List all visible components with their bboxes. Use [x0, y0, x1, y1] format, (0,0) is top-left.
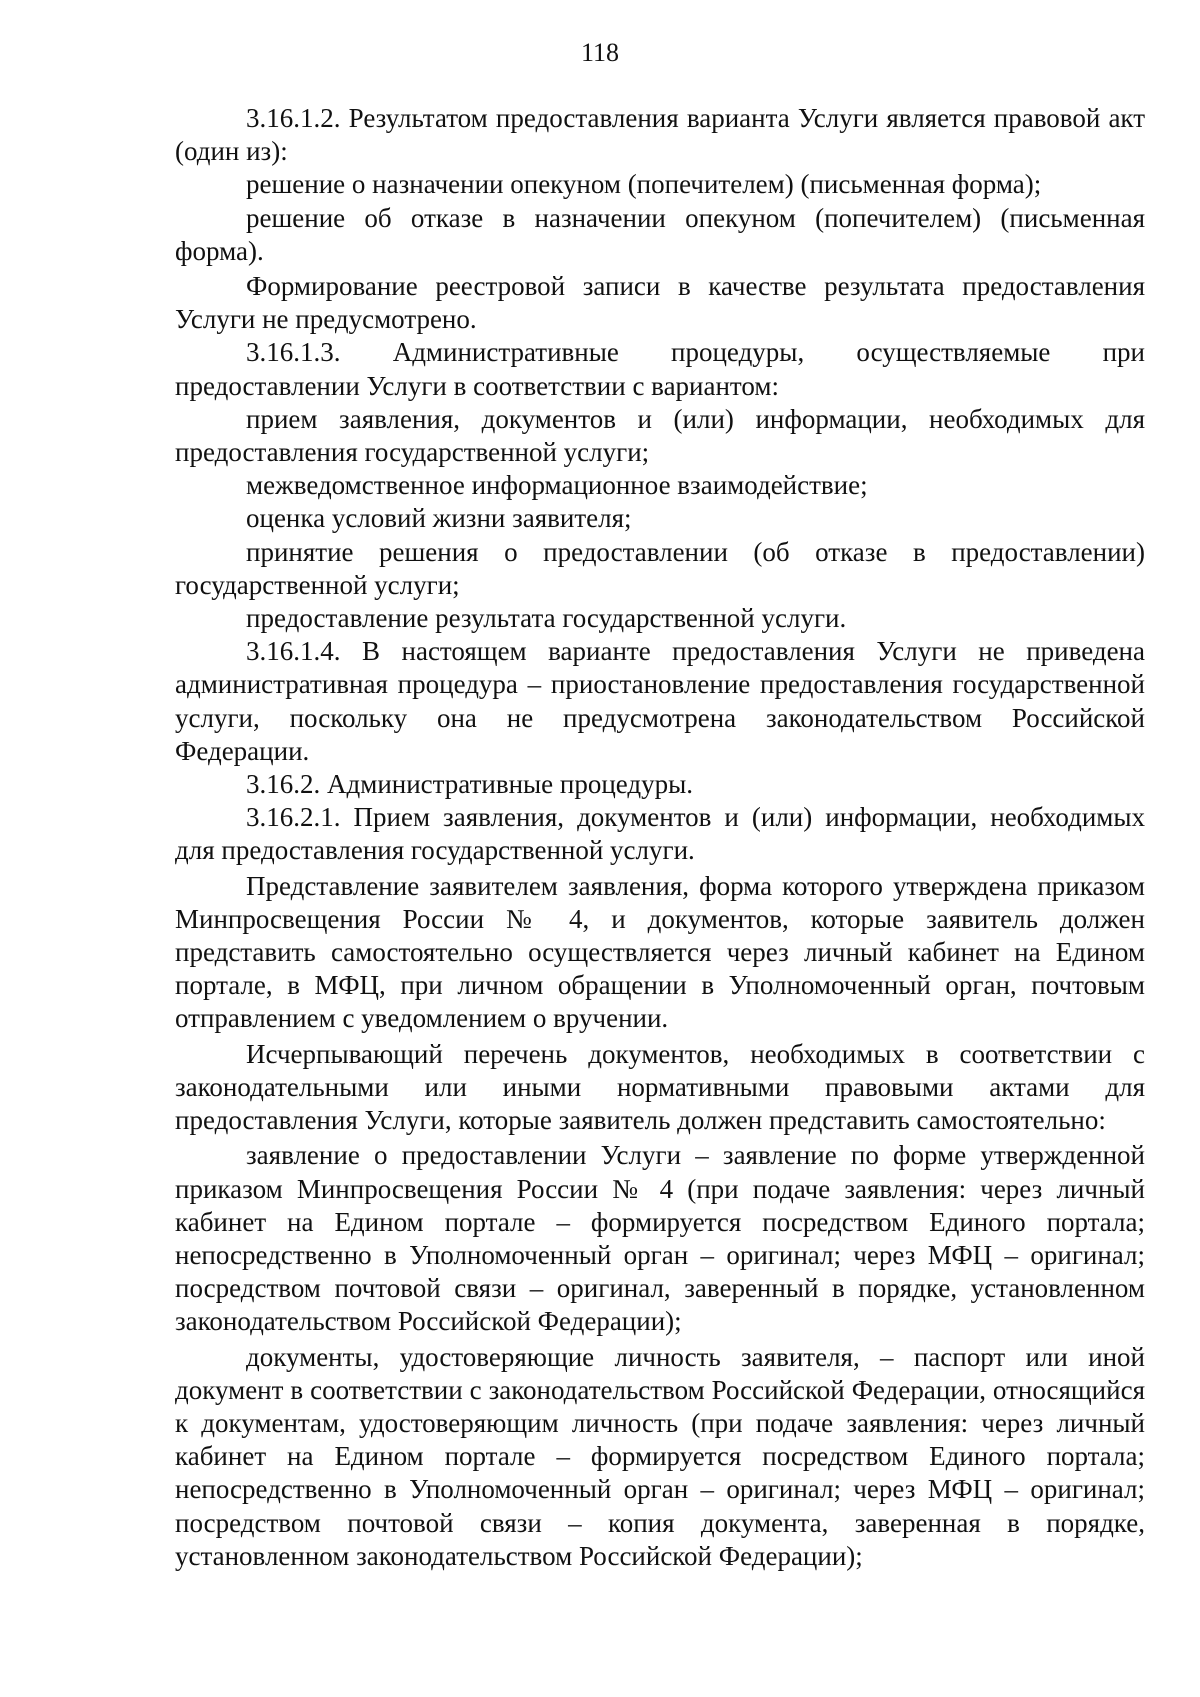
list-item-decision-making: принятие решения о предоставлении (об отказе в предоставлении) государственной услуги; — [175, 536, 1145, 600]
paragraph-3-16-1-2: 3.16.1.2. Результатом предоставления варианта Услуги является правовой акт (один из): — [175, 103, 1145, 167]
list-item-living-conditions: оценка условий жизни заявителя; — [246, 503, 632, 534]
paragraph-registry-record: Формирование реестровой записи в качестве результата предоставления Услуги не предусмотрено. — [175, 271, 1145, 335]
list-item-result-delivery: предоставление результата государственной услуги. — [246, 603, 847, 634]
list-item-application-intake: прием заявления, документов и (или) информации, необходимых для предоставления государственной услуги; — [175, 403, 1145, 468]
list-item-identity-documents: документы, удостоверяющие личность заявителя, – паспорт или иной документ в соответствии с законодательством Российской Федерации, относящийся к документам, удостоверяющим личность (при подаче заявления: через личный кабинет на Едином портале – формируется посредством Единого портала; непосредственно в Уполномоченный орган – оригинал; через МФЦ – оригинал; посредством почтовой связи – копия документа, заверенная в порядке, установленном законодательством Российской Федерации); — [175, 1341, 1145, 1571]
paragraph-documents-list: Исчерпывающий перечень документов, необходимых в соответствии с законодательными или иными нормативными правовыми актами для предоставления Услуги, которые заявитель должен представить самостоятельно: — [175, 1038, 1145, 1136]
list-item-interagency-interaction: межведомственное информационное взаимодействие; — [246, 470, 868, 501]
paragraph-3-16-1-3: 3.16.1.3. Административные процедуры, осуществляемые при предоставлении Услуги в соответствии с вариантом: — [175, 337, 1145, 401]
paragraph-3-16-2: 3.16.2. Административные процедуры. — [246, 769, 694, 800]
list-item-appointment-decision: решение о назначении опекуном (попечителем) (письменная форма); — [246, 169, 1042, 200]
paragraph-submission-methods: Представление заявителем заявления, форма которого утверждена приказом Минпросвещения России № 4, и документов, которые заявитель должен представить самостоятельно осуществляется через личный кабинет на Едином портале, в МФЦ, при личном обращении в Уполномоченный орган, почтовым отправлением с уведомлением о вручении. — [175, 870, 1145, 1034]
paragraph-3-16-1-4: 3.16.1.4. В настоящем варианте предоставления Услуги не приведена административная процедура – приостановление предоставления государственной услуги, поскольку она не предусмотрена законодательством Российской Федерации. — [175, 636, 1145, 766]
document-body — [175, 102, 1145, 1573]
page-number: 118 — [580, 38, 620, 67]
list-item-service-application: заявление о предоставлении Услуги – заявление по форме утвержденной приказом Минпросвещения России № 4 (при подаче заявления: через личный кабинет на Едином портале – формируется посредством Единого портала; непосредственно в Уполномоченный орган – оригинал; через МФЦ – оригинал; посредством почтовой связи – оригинал, заверенный в порядке, установленном законодательством Российской Федерации); — [175, 1140, 1145, 1337]
list-item-refusal-decision: решение об отказе в назначении опекуном (попечителем) (письменная форма). — [175, 202, 1145, 266]
paragraph-3-16-2-1: 3.16.2.1. Прием заявления, документов и (или) информации, необходимых для предоставления государственной услуги. — [175, 802, 1145, 866]
